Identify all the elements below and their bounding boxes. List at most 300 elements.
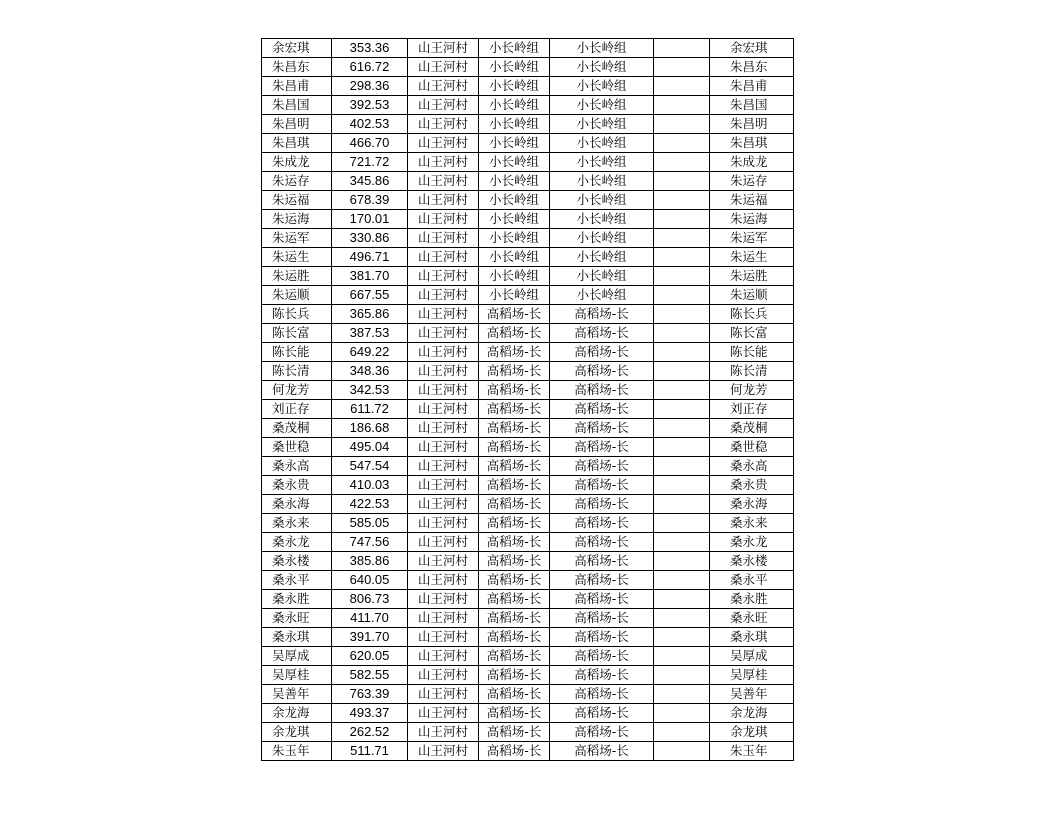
blank-cell [654, 590, 710, 609]
group-cell: 高稻场-长 [479, 666, 550, 685]
group-cell: 高稻场-长 [479, 685, 550, 704]
table-row [262, 134, 794, 153]
name-cell: 朱运存 [262, 172, 332, 191]
group-cell: 高稻场-长 [479, 628, 550, 647]
name2-cell: 桑永旺 [710, 609, 794, 628]
blank-cell [654, 704, 710, 723]
village-cell: 山王河村 [408, 666, 479, 685]
village-cell: 山王河村 [408, 58, 479, 77]
name2-cell: 朱运生 [710, 248, 794, 267]
table-row [262, 552, 794, 571]
name-cell: 余宏琪 [262, 39, 332, 58]
group2-cell: 高稻场-长 [550, 723, 654, 742]
amount-cell: 410.03 [332, 476, 408, 495]
group-cell: 小长岭组 [479, 286, 550, 305]
village-cell: 山王河村 [408, 324, 479, 343]
group-cell: 高稻场-长 [479, 704, 550, 723]
group2-cell: 高稻场-长 [550, 343, 654, 362]
blank-cell [654, 400, 710, 419]
name2-cell: 朱昌明 [710, 115, 794, 134]
blank-cell [654, 115, 710, 134]
name-cell: 余龙海 [262, 704, 332, 723]
group-cell: 高稻场-长 [479, 457, 550, 476]
blank-cell [654, 723, 710, 742]
amount-cell: 342.53 [332, 381, 408, 400]
amount-cell: 585.05 [332, 514, 408, 533]
name2-cell: 桑茂桐 [710, 419, 794, 438]
village-cell: 山王河村 [408, 400, 479, 419]
name-cell: 朱运福 [262, 191, 332, 210]
name-cell: 朱运军 [262, 229, 332, 248]
amount-cell: 381.70 [332, 267, 408, 286]
table-row [262, 191, 794, 210]
blank-cell [654, 39, 710, 58]
group2-cell: 高稻场-长 [550, 704, 654, 723]
village-cell: 山王河村 [408, 609, 479, 628]
name-cell: 桑永平 [262, 571, 332, 590]
blank-cell [654, 685, 710, 704]
group-cell: 小长岭组 [479, 191, 550, 210]
village-cell: 山王河村 [408, 229, 479, 248]
blank-cell [654, 457, 710, 476]
table-row [262, 362, 794, 381]
blank-cell [654, 96, 710, 115]
village-cell: 山王河村 [408, 552, 479, 571]
amount-cell: 391.70 [332, 628, 408, 647]
name2-cell: 刘正存 [710, 400, 794, 419]
amount-cell: 402.53 [332, 115, 408, 134]
name-cell: 桑永胜 [262, 590, 332, 609]
group2-cell: 高稻场-长 [550, 400, 654, 419]
group2-cell: 高稻场-长 [550, 571, 654, 590]
table-row [262, 609, 794, 628]
blank-cell [654, 267, 710, 286]
amount-cell: 620.05 [332, 647, 408, 666]
name-cell: 桑永来 [262, 514, 332, 533]
blank-cell [654, 571, 710, 590]
name2-cell: 吴厚成 [710, 647, 794, 666]
amount-cell: 422.53 [332, 495, 408, 514]
amount-cell: 495.04 [332, 438, 408, 457]
group-cell: 高稻场-长 [479, 324, 550, 343]
blank-cell [654, 172, 710, 191]
amount-cell: 582.55 [332, 666, 408, 685]
name-cell: 朱玉年 [262, 742, 332, 761]
group2-cell: 小长岭组 [550, 153, 654, 172]
table-body [262, 39, 794, 761]
name-cell: 朱昌国 [262, 96, 332, 115]
name-cell: 朱昌甫 [262, 77, 332, 96]
amount-cell: 721.72 [332, 153, 408, 172]
table-row [262, 476, 794, 495]
group2-cell: 小长岭组 [550, 172, 654, 191]
blank-cell [654, 305, 710, 324]
name-cell: 桑永贵 [262, 476, 332, 495]
name-cell: 吴厚成 [262, 647, 332, 666]
table-row [262, 115, 794, 134]
village-cell: 山王河村 [408, 571, 479, 590]
blank-cell [654, 666, 710, 685]
name-cell: 朱运生 [262, 248, 332, 267]
name2-cell: 朱运胜 [710, 267, 794, 286]
village-cell: 山王河村 [408, 191, 479, 210]
blank-cell [654, 362, 710, 381]
table-row [262, 647, 794, 666]
group2-cell: 高稻场-长 [550, 514, 654, 533]
group2-cell: 高稻场-长 [550, 457, 654, 476]
group-cell: 小长岭组 [479, 172, 550, 191]
village-cell: 山王河村 [408, 533, 479, 552]
group-cell: 小长岭组 [479, 77, 550, 96]
name2-cell: 桑世稳 [710, 438, 794, 457]
amount-cell: 186.68 [332, 419, 408, 438]
group-cell: 高稻场-长 [479, 400, 550, 419]
group2-cell: 小长岭组 [550, 58, 654, 77]
group2-cell: 高稻场-长 [550, 381, 654, 400]
table-row [262, 533, 794, 552]
village-cell: 山王河村 [408, 685, 479, 704]
village-cell: 山王河村 [408, 305, 479, 324]
group-cell: 高稻场-长 [479, 552, 550, 571]
name2-cell: 桑永海 [710, 495, 794, 514]
name-cell: 陈长能 [262, 343, 332, 362]
name-cell: 吴厚桂 [262, 666, 332, 685]
name2-cell: 陈长清 [710, 362, 794, 381]
village-cell: 山王河村 [408, 153, 479, 172]
village-cell: 山王河村 [408, 628, 479, 647]
table-row [262, 723, 794, 742]
amount-cell: 611.72 [332, 400, 408, 419]
village-cell: 山王河村 [408, 438, 479, 457]
amount-cell: 806.73 [332, 590, 408, 609]
table-row [262, 153, 794, 172]
name-cell: 陈长富 [262, 324, 332, 343]
amount-cell: 385.86 [332, 552, 408, 571]
blank-cell [654, 381, 710, 400]
name-cell: 桑茂桐 [262, 419, 332, 438]
data-table [261, 38, 794, 761]
group2-cell: 高稻场-长 [550, 647, 654, 666]
group2-cell: 高稻场-长 [550, 666, 654, 685]
table-row [262, 666, 794, 685]
village-cell: 山王河村 [408, 742, 479, 761]
amount-cell: 678.39 [332, 191, 408, 210]
table-row [262, 457, 794, 476]
name2-cell: 朱运存 [710, 172, 794, 191]
group2-cell: 高稻场-长 [550, 324, 654, 343]
group2-cell: 高稻场-长 [550, 476, 654, 495]
name-cell: 朱成龙 [262, 153, 332, 172]
table-row [262, 742, 794, 761]
name-cell: 朱运胜 [262, 267, 332, 286]
group-cell: 高稻场-长 [479, 647, 550, 666]
blank-cell [654, 495, 710, 514]
group2-cell: 小长岭组 [550, 96, 654, 115]
table-row [262, 248, 794, 267]
name-cell: 朱运海 [262, 210, 332, 229]
village-cell: 山王河村 [408, 96, 479, 115]
group-cell: 小长岭组 [479, 248, 550, 267]
group-cell: 高稻场-长 [479, 305, 550, 324]
amount-cell: 298.36 [332, 77, 408, 96]
blank-cell [654, 609, 710, 628]
village-cell: 山王河村 [408, 495, 479, 514]
table-row [262, 324, 794, 343]
blank-cell [654, 628, 710, 647]
table-row [262, 495, 794, 514]
name-cell: 陈长兵 [262, 305, 332, 324]
name-cell: 桑世稳 [262, 438, 332, 457]
amount-cell: 330.86 [332, 229, 408, 248]
blank-cell [654, 419, 710, 438]
group-cell: 小长岭组 [479, 96, 550, 115]
name2-cell: 朱玉年 [710, 742, 794, 761]
blank-cell [654, 438, 710, 457]
group-cell: 小长岭组 [479, 229, 550, 248]
amount-cell: 511.71 [332, 742, 408, 761]
amount-cell: 747.56 [332, 533, 408, 552]
name2-cell: 桑永贵 [710, 476, 794, 495]
table-row [262, 590, 794, 609]
name2-cell: 桑永龙 [710, 533, 794, 552]
table-row [262, 438, 794, 457]
name-cell: 桑永高 [262, 457, 332, 476]
blank-cell [654, 248, 710, 267]
name-cell: 桑永海 [262, 495, 332, 514]
name2-cell: 朱运军 [710, 229, 794, 248]
blank-cell [654, 476, 710, 495]
group-cell: 高稻场-长 [479, 343, 550, 362]
table-row [262, 267, 794, 286]
name2-cell: 桑永来 [710, 514, 794, 533]
name2-cell: 朱运顺 [710, 286, 794, 305]
group-cell: 高稻场-长 [479, 438, 550, 457]
group2-cell: 高稻场-长 [550, 533, 654, 552]
blank-cell [654, 514, 710, 533]
amount-cell: 496.71 [332, 248, 408, 267]
group-cell: 小长岭组 [479, 58, 550, 77]
name2-cell: 何龙芳 [710, 381, 794, 400]
amount-cell: 466.70 [332, 134, 408, 153]
amount-cell: 348.36 [332, 362, 408, 381]
amount-cell: 353.36 [332, 39, 408, 58]
group2-cell: 小长岭组 [550, 248, 654, 267]
blank-cell [654, 77, 710, 96]
name2-cell: 桑永楼 [710, 552, 794, 571]
group2-cell: 高稻场-长 [550, 609, 654, 628]
blank-cell [654, 229, 710, 248]
group2-cell: 高稻场-长 [550, 742, 654, 761]
group2-cell: 高稻场-长 [550, 438, 654, 457]
group-cell: 高稻场-长 [479, 609, 550, 628]
blank-cell [654, 647, 710, 666]
village-cell: 山王河村 [408, 267, 479, 286]
village-cell: 山王河村 [408, 590, 479, 609]
blank-cell [654, 343, 710, 362]
amount-cell: 763.39 [332, 685, 408, 704]
village-cell: 山王河村 [408, 476, 479, 495]
table-row [262, 571, 794, 590]
name2-cell: 朱昌琪 [710, 134, 794, 153]
village-cell: 山王河村 [408, 39, 479, 58]
name-cell: 余龙琪 [262, 723, 332, 742]
group2-cell: 小长岭组 [550, 191, 654, 210]
name2-cell: 朱昌东 [710, 58, 794, 77]
group-cell: 小长岭组 [479, 153, 550, 172]
group-cell: 小长岭组 [479, 134, 550, 153]
amount-cell: 170.01 [332, 210, 408, 229]
name-cell: 陈长清 [262, 362, 332, 381]
group2-cell: 小长岭组 [550, 267, 654, 286]
group-cell: 高稻场-长 [479, 533, 550, 552]
blank-cell [654, 286, 710, 305]
name-cell: 朱运顺 [262, 286, 332, 305]
group2-cell: 高稻场-长 [550, 590, 654, 609]
group-cell: 高稻场-长 [479, 476, 550, 495]
blank-cell [654, 210, 710, 229]
name2-cell: 陈长富 [710, 324, 794, 343]
table-row [262, 305, 794, 324]
amount-cell: 493.37 [332, 704, 408, 723]
name-cell: 桑永楼 [262, 552, 332, 571]
table-row [262, 286, 794, 305]
group-cell: 小长岭组 [479, 210, 550, 229]
name-cell: 朱昌明 [262, 115, 332, 134]
amount-cell: 649.22 [332, 343, 408, 362]
group-cell: 小长岭组 [479, 115, 550, 134]
group-cell: 高稻场-长 [479, 495, 550, 514]
name2-cell: 吴厚桂 [710, 666, 794, 685]
name2-cell: 陈长兵 [710, 305, 794, 324]
name2-cell: 朱昌国 [710, 96, 794, 115]
village-cell: 山王河村 [408, 419, 479, 438]
village-cell: 山王河村 [408, 704, 479, 723]
name-cell: 刘正存 [262, 400, 332, 419]
name2-cell: 朱运福 [710, 191, 794, 210]
group-cell: 高稻场-长 [479, 419, 550, 438]
table-row [262, 172, 794, 191]
group-cell: 高稻场-长 [479, 742, 550, 761]
amount-cell: 667.55 [332, 286, 408, 305]
village-cell: 山王河村 [408, 514, 479, 533]
name-cell: 桑永琪 [262, 628, 332, 647]
table-row [262, 58, 794, 77]
blank-cell [654, 533, 710, 552]
blank-cell [654, 742, 710, 761]
name2-cell: 朱运海 [710, 210, 794, 229]
name2-cell: 余龙海 [710, 704, 794, 723]
village-cell: 山王河村 [408, 77, 479, 96]
name2-cell: 桑永胜 [710, 590, 794, 609]
group2-cell: 小长岭组 [550, 115, 654, 134]
group2-cell: 高稻场-长 [550, 628, 654, 647]
village-cell: 山王河村 [408, 286, 479, 305]
amount-cell: 365.86 [332, 305, 408, 324]
name-cell: 朱昌东 [262, 58, 332, 77]
group2-cell: 小长岭组 [550, 39, 654, 58]
group-cell: 小长岭组 [479, 39, 550, 58]
amount-cell: 392.53 [332, 96, 408, 115]
table-row [262, 77, 794, 96]
table-row [262, 381, 794, 400]
group2-cell: 高稻场-长 [550, 685, 654, 704]
amount-cell: 411.70 [332, 609, 408, 628]
village-cell: 山王河村 [408, 115, 479, 134]
name2-cell: 桑永琪 [710, 628, 794, 647]
name2-cell: 朱成龙 [710, 153, 794, 172]
table-row [262, 704, 794, 723]
group2-cell: 高稻场-长 [550, 495, 654, 514]
name2-cell: 朱昌甫 [710, 77, 794, 96]
amount-cell: 547.54 [332, 457, 408, 476]
table-row [262, 96, 794, 115]
amount-cell: 640.05 [332, 571, 408, 590]
table-row [262, 343, 794, 362]
group-cell: 高稻场-长 [479, 571, 550, 590]
name2-cell: 余龙琪 [710, 723, 794, 742]
table-row [262, 210, 794, 229]
name-cell: 桑永龙 [262, 533, 332, 552]
village-cell: 山王河村 [408, 343, 479, 362]
village-cell: 山王河村 [408, 172, 479, 191]
table-row [262, 419, 794, 438]
amount-cell: 616.72 [332, 58, 408, 77]
group2-cell: 小长岭组 [550, 229, 654, 248]
group2-cell: 高稻场-长 [550, 362, 654, 381]
name-cell: 朱昌琪 [262, 134, 332, 153]
village-cell: 山王河村 [408, 134, 479, 153]
table-row [262, 628, 794, 647]
table-row [262, 400, 794, 419]
group2-cell: 高稻场-长 [550, 552, 654, 571]
name2-cell: 陈长能 [710, 343, 794, 362]
name2-cell: 吴善年 [710, 685, 794, 704]
group-cell: 高稻场-长 [479, 590, 550, 609]
village-cell: 山王河村 [408, 210, 479, 229]
village-cell: 山王河村 [408, 381, 479, 400]
blank-cell [654, 324, 710, 343]
group-cell: 高稻场-长 [479, 723, 550, 742]
amount-cell: 345.86 [332, 172, 408, 191]
group2-cell: 小长岭组 [550, 134, 654, 153]
table-row [262, 229, 794, 248]
blank-cell [654, 58, 710, 77]
name-cell: 吴善年 [262, 685, 332, 704]
name2-cell: 桑永平 [710, 571, 794, 590]
blank-cell [654, 134, 710, 153]
table-row [262, 514, 794, 533]
group-cell: 高稻场-长 [479, 362, 550, 381]
group2-cell: 小长岭组 [550, 77, 654, 96]
village-cell: 山王河村 [408, 362, 479, 381]
village-cell: 山王河村 [408, 248, 479, 267]
group2-cell: 高稻场-长 [550, 305, 654, 324]
group-cell: 高稻场-长 [479, 514, 550, 533]
group2-cell: 小长岭组 [550, 286, 654, 305]
name-cell: 何龙芳 [262, 381, 332, 400]
amount-cell: 262.52 [332, 723, 408, 742]
group2-cell: 高稻场-长 [550, 419, 654, 438]
name-cell: 桑永旺 [262, 609, 332, 628]
village-cell: 山王河村 [408, 457, 479, 476]
blank-cell [654, 191, 710, 210]
table-row [262, 39, 794, 58]
village-cell: 山王河村 [408, 647, 479, 666]
group-cell: 高稻场-长 [479, 381, 550, 400]
group2-cell: 小长岭组 [550, 210, 654, 229]
blank-cell [654, 153, 710, 172]
table-row [262, 685, 794, 704]
